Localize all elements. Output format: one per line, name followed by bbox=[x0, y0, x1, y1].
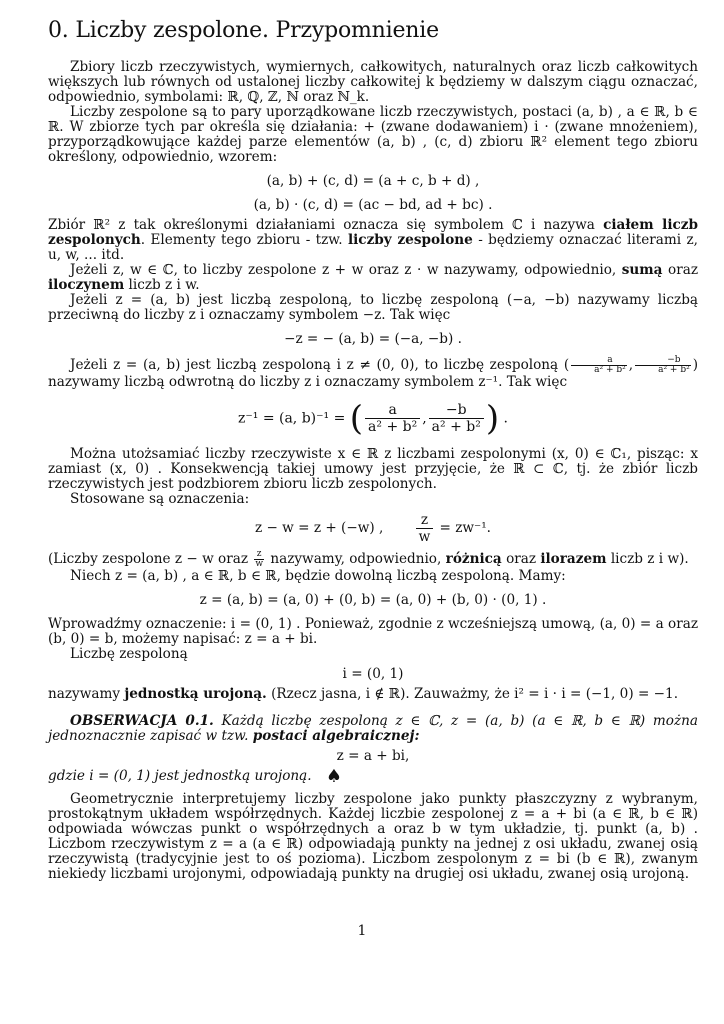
term-sum: sumą bbox=[621, 262, 663, 278]
end-of-observation-icon: ♠ bbox=[325, 766, 343, 787]
paragraph-sets: Zbiory liczb rzeczywistych, wymiernych, całkowitych, naturalnych oraz liczb całkowitych większych lub równych od ustalonej liczby całkowitej k będziemy w dalszym ciągu oznaczać, odpowiednio, symbolami: ℝ, ℚ, ℤ, ℕ oraz ℕ_k. bbox=[48, 59, 698, 105]
equation-inverse: z⁻¹ = (a, b)⁻¹ = ( $\frac{a}{\text{a² + b²}}$ , $\frac{-b}{\text{a² + b²}}$ ) . bbox=[237, 398, 508, 439]
inline-fraction-a: $\frac{a}{\text{a² + b²}}$ bbox=[571, 356, 627, 375]
paragraph-definition: Liczby zespolone są to pary uporządkowane liczb rzeczywistych, postaci (a, b) , a ∈ ℝ, b ∈ ℝ. W zbiorze tych par określa się działania: + (zwane dodawaniem) i · (zwane mnożeniem), przyporządkowujące każdej parze elementów (a, b) , (c, d) zbioru ℝ² element tego zbioru określony, odpowiednio, wzorem: bbox=[48, 104, 698, 165]
equation-algebraic-form: z = a + bi, bbox=[336, 748, 410, 764]
equation-multiplication: (a, b) · (c, d) = (ac − bd, ad + bc) . bbox=[253, 197, 493, 213]
fraction-quotient: $\frac{z}{w}$ bbox=[416, 512, 434, 545]
observation-heading: OBSERWACJA 0.1. bbox=[70, 713, 214, 729]
term-imaginary-unit: jednostką urojoną. bbox=[124, 686, 267, 702]
paragraph-inverse: Jeżeli z = (a, b) jest liczbą zespoloną i z ≠ (0, 0), to liczbę zespoloną ( $\frac{a}{\text{a² + b²}}$ , $\frac{-b}{\text{a² + b²}}$ ) nazywamy liczbą odwrotną do liczby z i oznaczamy symbolem z⁻¹. Tak więc bbox=[48, 355, 698, 390]
paragraph-identification: Można utożsamiać liczby rzeczywiste x ∈ ℝ z liczbami zespolonymi (x, 0) ∈ ℂ₁, pisząc: x zamiast (x, 0) . Konsekwencją takiej umowy jest przyjęcie, że ℝ ⊂ ℂ, tj. że zbiór liczb rzeczywistych jest podzbiorem zbioru liczb zespolonych. bbox=[48, 446, 698, 492]
page-number: 1 bbox=[357, 923, 367, 939]
term-difference: różnicą bbox=[445, 551, 502, 567]
equation-decomposition: z = (a, b) = (a, 0) + (0, b) = (a, 0) + (b, 0) · (0, 1) . bbox=[199, 592, 547, 608]
term-product: iloczynem bbox=[48, 277, 125, 293]
paragraph-sum-product: Jeżeli z, w ∈ ℂ, to liczby zespolone z + w oraz z · w nazywamy, odpowiednio, sumą oraz iloczynem liczb z i w. bbox=[48, 262, 698, 293]
term-complex-numbers: liczby zespolone bbox=[347, 232, 473, 248]
paragraph-difference-quotient: (Liczby zespolone z − w oraz $\frac{z}{w}$ nazywamy, odpowiednio, różnicą oraz ilorazem liczb z i w). bbox=[48, 549, 689, 569]
paragraph-let-z: Niech z = (a, b) , a ∈ ℝ, b ∈ ℝ, będzie dowolną liczbą zespoloną. Mamy: bbox=[70, 568, 566, 584]
observation-block: OBSERWACJA 0.1. Każdą liczbę zespoloną z ∈ ℂ, z = (a, b) (a ∈ ℝ, b ∈ ℝ) można jednoznacznie zapisać w tzw. postaci algebraicznej: z = a + bi, gdzie i = (0, 1) jest jednostką urojoną. ♠ bbox=[48, 713, 698, 787]
term-algebraic-form: postaci algebraicznej: bbox=[252, 728, 420, 744]
section-title: 0. Liczby zespolone. Przypomnienie bbox=[48, 18, 439, 43]
equation-addition: (a, b) + (c, d) = (a + c, b + d) , bbox=[266, 173, 480, 189]
paragraph-field: Zbiór ℝ² z tak określonymi działaniami oznacza się symbolem ℂ i nazywa ciałem liczb zespolonych. Elementy tego zbioru - tzw. liczby zespolone - będziemy oznaczać literami z, u, w, ... itd. bbox=[48, 217, 698, 263]
paragraph-opposite: Jeżeli z = (a, b) jest liczbą zespoloną, to liczbę zespoloną (−a, −b) nazywamy liczbą przeciwną do liczby z i oznaczamy symbolem −z. Tak więc bbox=[48, 292, 698, 323]
fraction-imag-part: $\frac{-b}{\text{a² + b²}}$ bbox=[429, 402, 484, 435]
paragraph-introduce-i: Wprowadźmy oznaczenie: i = (0, 1) . Ponieważ, zgodnie z wcześniejszą umową, (a, 0) = a oraz (b, 0) = b, możemy napisać: z = a + bi. bbox=[48, 616, 698, 647]
paragraph-geometric: Geometrycznie interpretujemy liczby zespolone jako punkty płaszczyzny z wybranym, prostokątnym układem współrzędnych. Każdej liczbie zespolonej z = a + bi (a ∈ ℝ, b ∈ ℝ) odpowiada wówczas punkt o współrzędnych a oraz b w tym układzie, tj. punkt (a, b) . Liczbom rzeczywistym z = a (a ∈ ℝ) odpowiadają punkty na jednej z osi układu, zwanej osią rzeczywistą (tradycyjnie jest to oś pozioma). Liczbom zespolonym z = bi (b ∈ ℝ), zwanym niekiedy liczbami urojonymi, odpowiadają punkty na drugiej osi układu, zwanej osią urojoną. bbox=[48, 791, 698, 882]
equation-opposite: −z = − (a, b) = (−a, −b) . bbox=[284, 331, 462, 347]
term-field: ciałem liczb zespolonych bbox=[48, 217, 698, 248]
document-page bbox=[48, 18, 698, 882]
paragraph-complex-number: Liczbę zespoloną bbox=[70, 646, 188, 662]
paragraph-notation: Stosowane są oznaczenia: bbox=[70, 491, 250, 507]
fraction-real-part: $\frac{a}{\text{a² + b²}}$ bbox=[365, 402, 420, 435]
term-quotient: ilorazem bbox=[540, 551, 607, 567]
inline-fraction-b: $\frac{-b}{\text{a² + b²}}$ bbox=[635, 356, 691, 375]
equation-difference-quotient: z − w = z + (−w) , $\frac{z}{w}$ = zw⁻¹. bbox=[254, 512, 492, 545]
equation-i: i = (0, 1) bbox=[342, 666, 404, 682]
inline-fraction-quotient: $\frac{z}{w}$ bbox=[255, 549, 264, 569]
paragraph-imaginary-unit: nazywamy jednostką urojoną. (Rzecz jasna, i ∉ ℝ). Zauważmy, że i² = i · i = (−1, 0) = −1. bbox=[48, 686, 679, 702]
